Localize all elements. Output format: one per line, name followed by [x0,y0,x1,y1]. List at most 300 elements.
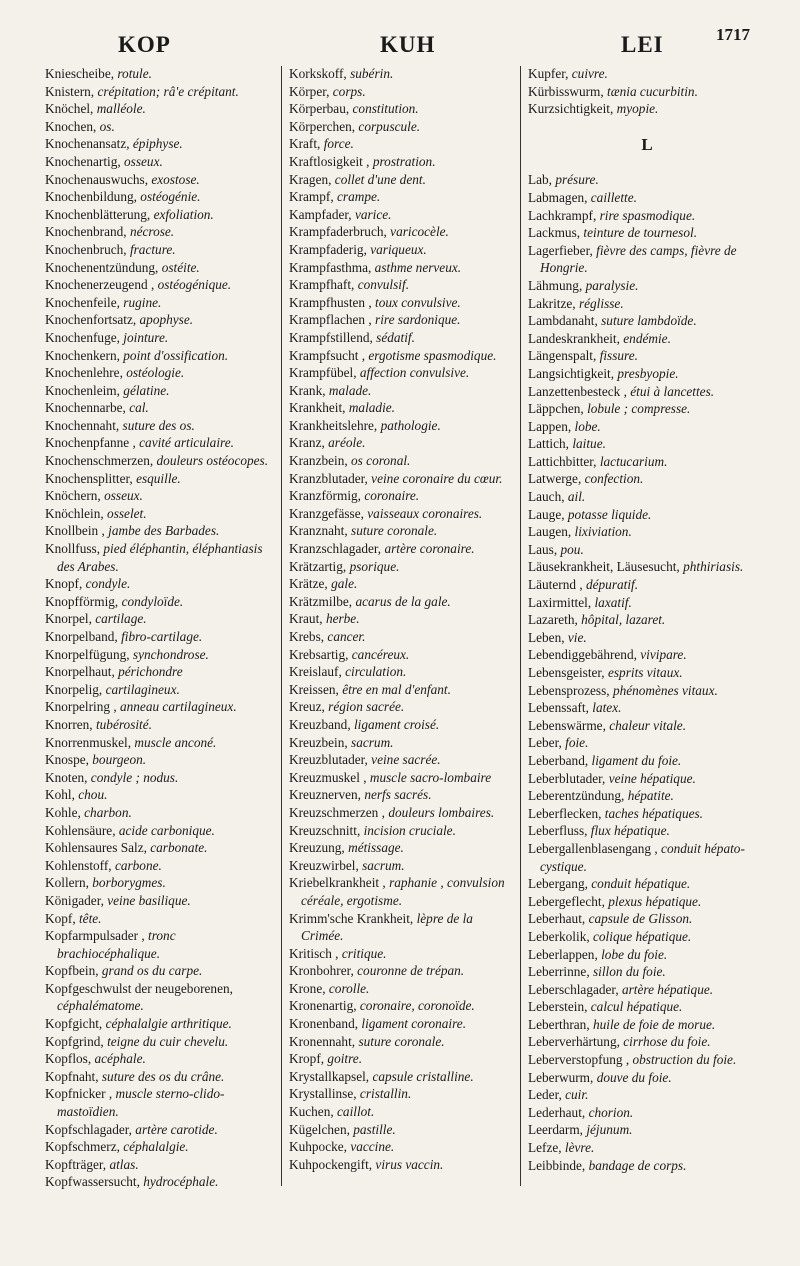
german-headword: Knorren, [45,716,93,732]
german-headword: Kriebelkrankheit , [289,875,386,891]
french-translation: artère hépatique. [621,981,714,997]
german-headword: Knorpelring , [45,699,117,715]
french-translation: suture coronale. [358,1033,445,1049]
dictionary-entry [528,594,766,612]
dictionary-entry [45,804,277,822]
french-translation: conduit hépatique. [591,876,691,892]
french-translation: virus vaccin. [375,1156,444,1172]
german-headword: Knochennarbe, [45,400,126,416]
dictionary-entry [289,945,515,963]
german-headword: Lebergeflecht, [528,893,605,909]
french-translation: conduit hépato-cystique. [540,840,745,874]
french-translation: phénomènes vitaux. [612,682,718,698]
dictionary-entry [45,1033,277,1051]
running-head-center: KUH [380,32,436,57]
french-translation: chou. [78,787,108,803]
french-translation: crampe. [337,189,381,205]
dictionary-entry [528,981,766,999]
dictionary-entry [528,435,766,453]
dictionary-entry [289,522,515,540]
german-headword: Kniescheibe, [45,66,115,81]
dictionary-entry [289,470,515,488]
german-headword: Leerdarm, [528,1122,583,1138]
dictionary-entry [45,769,277,787]
dictionary-entry [45,65,277,83]
french-translation: sillon du foie. [592,964,666,980]
french-translation: ail. [567,489,586,505]
dictionary-entry [289,259,515,277]
french-translation: couronne de trépan. [357,963,465,979]
dictionary-entry [528,418,766,436]
german-headword: Knochenpfanne , [45,435,136,451]
german-headword: Leberrinne, [528,964,590,980]
dictionary-entry [289,839,515,857]
german-headword: Leberstein, [528,999,588,1015]
german-headword: Kopfarmpulsader , [45,928,145,944]
french-translation: tête. [78,910,102,926]
german-headword: Leber, [528,735,562,751]
german-headword: Krätzmilbe, [289,593,353,609]
german-headword: Kürbisswurm, [528,83,604,99]
dictionary-entry [528,383,766,401]
french-translation: cartilage. [95,611,147,627]
dictionary-entry [45,83,277,101]
german-headword: Kreissen, [289,681,339,697]
dictionary-entry [289,575,515,593]
french-translation: critique. [341,945,387,961]
german-headword: Leberentzündung, [528,788,625,804]
french-translation: hépatite. [627,788,674,804]
german-headword: Krystallinse, [289,1086,357,1102]
german-headword: Kreuzschmerzen , [289,804,385,820]
dictionary-entry [45,522,277,540]
german-headword: Krampfsucht , [289,347,366,363]
german-headword: Knochensplitter, [45,470,133,486]
dictionary-entry [289,698,515,716]
dictionary-entry [289,769,515,787]
french-translation: caillot. [337,1104,375,1120]
french-translation: coronaire, coronoïde. [359,998,475,1014]
german-headword: Kopfnaht, [45,1068,99,1084]
german-headword: Lagerfieber, [528,242,593,258]
dictionary-entry [528,910,766,928]
german-headword: Kreuzwirbel, [289,857,359,873]
german-headword: Königader, [45,892,104,908]
french-translation: pou. [560,541,584,557]
dictionary-entry [289,734,515,752]
french-translation: réglisse. [578,295,624,311]
french-translation: esquille. [136,470,181,486]
german-headword: Krampfasthma, [289,259,372,275]
german-headword: Kronenband, [289,1016,359,1032]
german-headword: Kreuz, [289,699,325,715]
french-translation: aréole. [328,435,366,451]
french-translation: endémie. [623,330,671,346]
german-headword: Lefze, [528,1140,562,1156]
french-translation: condyloïde. [121,593,184,609]
german-headword: Korkskoff, [289,66,347,81]
dictionary-entry [289,65,515,83]
german-headword: Kupfer, [528,66,569,81]
french-translation: vivipare. [640,647,687,663]
dictionary-entry [528,576,766,594]
dictionary-entry [528,664,766,682]
dictionary-entry [528,1086,766,1104]
german-headword: Kreuzblutader, [289,752,368,768]
german-headword: Kuchen, [289,1104,334,1120]
french-translation: corpuscule. [358,118,421,134]
french-translation: obstruction du foie. [632,1052,737,1068]
dictionary-entry [528,1121,766,1139]
dictionary-entry [45,1121,277,1139]
french-translation: suture des os du crâne. [101,1068,225,1084]
dictionary-entry [528,347,766,365]
french-translation: lobule ; compresse. [587,401,691,417]
french-translation: flux hépatique. [590,823,670,839]
page-number: 1717 [716,25,750,44]
french-translation: lixiviation. [574,524,632,540]
dictionary-entry [45,241,277,259]
german-headword: Kopfschlagader, [45,1121,132,1137]
french-translation: rire sardonique. [375,312,461,328]
dictionary-entry [289,1033,515,1051]
german-headword: Krätze, [289,576,328,592]
german-headword: Kohlenstoff, [45,857,112,873]
french-translation: pastille. [353,1121,396,1137]
german-headword: Knistern, [45,83,95,99]
german-headword: Krankheit, [289,400,346,416]
dictionary-entry [289,135,515,153]
french-translation: presbyopie. [617,365,679,381]
german-headword: Knollbein , [45,523,105,539]
french-translation: caillette. [590,189,637,205]
dictionary-entry [45,610,277,628]
dictionary-entry [289,206,515,224]
french-translation: muscle anconé. [134,734,217,750]
dictionary-entry [45,681,277,699]
dictionary-entry [289,1050,515,1068]
french-translation: suture lambdoïde. [601,313,697,329]
french-translation: esprits vitaux. [607,665,683,680]
german-headword: Knochenlehre, [45,365,123,381]
german-headword: Kranzförmig, [289,488,361,504]
dictionary-entry [528,734,766,752]
french-translation: subérin. [350,66,394,81]
dictionary-entry [528,488,766,506]
dictionary-entry [528,224,766,242]
french-translation: cristallin. [359,1086,412,1102]
german-headword: Knorrenmuskel, [45,734,132,750]
german-headword: Läppchen, [528,401,584,417]
dictionary-entry [45,206,277,224]
dictionary-entry [528,541,766,559]
french-translation: jambe des Barbades. [108,523,220,539]
dictionary-entry [528,946,766,964]
french-translation: lèpre de la Crimée. [301,910,473,944]
dictionary-entry [528,365,766,383]
french-translation: épiphyse. [132,136,183,152]
dictionary-entry [45,1050,277,1068]
german-headword: Krampfübel, [289,365,357,381]
french-translation: huile de foie de morue. [592,1016,716,1032]
dictionary-entry [528,805,766,823]
dictionary-entry [528,1139,766,1157]
dictionary-entry [528,1104,766,1122]
dictionary-entry [45,593,277,611]
french-translation: dépuratif. [585,577,639,593]
french-translation: foie. [565,735,589,751]
dictionary-entry [45,1138,277,1156]
german-headword: Leberblutader, [528,770,606,786]
german-headword: Krampfaderbruch, [289,224,387,240]
german-headword: Kraftlosigkeit , [289,153,370,169]
dictionary-entry [289,276,515,294]
german-headword: Knochenfuge, [45,329,120,345]
dictionary-entry [528,400,766,418]
dictionary-entry [45,1085,277,1120]
dictionary-entry [289,223,515,241]
dictionary-entry [289,558,515,576]
french-translation: vie. [567,629,587,645]
french-translation: artère carotide. [135,1121,218,1137]
french-translation: ostéogénie. [140,189,201,205]
german-headword: Krätzartig, [289,558,347,574]
dictionary-entry [45,153,277,171]
german-headword: Leberthran, [528,1016,590,1032]
dictionary-entry [45,135,277,153]
dictionary-entry [45,857,277,875]
dictionary-entry [45,100,277,118]
dictionary-entry [45,311,277,329]
german-headword: Lachkrampf, [528,207,597,223]
french-translation: varice. [354,206,392,222]
french-translation: céphalalgie arthritique. [105,1016,232,1032]
dictionary-entry [289,681,515,699]
german-headword: Knorpel, [45,611,92,627]
german-headword: Knöchel, [45,101,94,117]
french-translation: borborygmes. [92,875,166,891]
german-headword: Kopf, [45,910,76,926]
german-headword: Lebergang, [528,876,588,892]
dictionary-entry [528,330,766,348]
german-headword: Knochenerzeugend , [45,277,155,293]
french-translation: acarus de la gale. [355,593,451,609]
german-headword: Kopfgicht, [45,1016,103,1032]
french-translation: muscle sterno-clido-mastoïdien. [57,1086,225,1120]
french-translation: condyle ; nodus. [90,769,179,785]
german-headword: Knoten, [45,769,88,785]
dictionary-entry [289,751,515,769]
dictionary-entry [45,751,277,769]
dictionary-entry [45,188,277,206]
german-headword: Knöchern, [45,488,101,504]
french-translation: confection. [584,471,644,487]
dictionary-entry [45,927,277,962]
dictionary-entry [528,963,766,981]
german-headword: Knochenartig, [45,153,121,169]
dictionary-entry [45,470,277,488]
german-headword: Leberverstopfung , [528,1052,630,1068]
french-translation: anneau cartilagineux. [119,699,237,715]
french-translation: rugine. [123,294,162,310]
german-headword: Kopfnicker , [45,1086,113,1102]
french-translation: teinture de tournesol. [583,225,698,241]
dictionary-entry [289,822,515,840]
dictionary-entry [45,364,277,382]
french-translation: hydrocéphale. [143,1174,219,1190]
german-headword: Kropf, [289,1051,325,1067]
german-headword: Lab, [528,172,552,188]
german-headword: Lappen, [528,418,572,434]
dictionary-entry [45,540,277,575]
french-translation: force. [323,136,354,152]
french-translation: capsule de Glisson. [588,911,693,927]
dictionary-entry [289,593,515,611]
french-translation: calcul hépatique. [590,999,683,1015]
german-headword: Kohlensaures Salz, [45,840,147,856]
dictionary-entry [289,980,515,998]
dictionary-entry [45,646,277,664]
french-translation: tronc brachiocéphalique. [57,928,176,961]
german-headword: Kopfbein, [45,963,99,979]
dictionary-entry [528,1016,766,1034]
french-translation: bourgeon. [92,752,147,768]
french-translation: ostéologie. [126,365,185,381]
german-headword: Leberverhärtung, [528,1034,620,1050]
french-translation: jéjunum. [586,1122,633,1138]
dictionary-entry [528,770,766,788]
dictionary-entry [45,663,277,681]
german-headword: Kopfschmerz, [45,1139,120,1155]
dictionary-entry [289,347,515,365]
dictionary-entry [289,962,515,980]
german-headword: Kügelchen, [289,1121,350,1137]
dictionary-entry [289,1103,515,1121]
dictionary-entry [528,893,766,911]
french-translation: affection convulsive. [359,365,470,381]
dictionary-entry [289,83,515,101]
french-translation: os. [99,118,115,134]
french-translation: jointure. [123,329,169,345]
german-headword: Leberlappen, [528,946,598,962]
french-translation: carbone. [114,857,162,873]
dictionary-entry [528,171,766,189]
german-headword: Kuhpocke, [289,1139,347,1155]
german-headword: Kranznaht, [289,523,348,539]
german-headword: Kranzblutader, [289,470,368,486]
german-headword: Kopfgrind, [45,1033,104,1049]
french-translation: cuivre. [571,66,608,81]
dictionary-entry [45,294,277,312]
french-translation: point d'ossification. [123,347,229,363]
french-translation: gale. [331,576,358,592]
dictionary-entry [289,399,515,417]
german-headword: Langsichtigkeit, [528,365,615,381]
german-headword: Lebensgeister, [528,665,605,680]
dictionary-entry [528,822,766,840]
dictionary-entry [528,629,766,647]
french-translation: sacrum. [362,857,405,873]
german-headword: Kronbohrer, [289,963,354,979]
dictionary-entry [45,417,277,435]
german-headword: Knochenfortsatz, [45,312,137,328]
french-translation: suture coronale. [351,523,438,539]
french-translation: présure. [555,172,599,188]
french-translation: périchondre [118,664,183,680]
german-headword: Leder, [528,1087,562,1103]
german-headword: Knochenauswuchs, [45,171,149,187]
german-headword: Längenspalt, [528,348,597,364]
german-headword: Lebendiggebährend, [528,647,637,663]
french-translation: ligament du foie. [591,752,682,768]
german-headword: Knochenfeile, [45,294,120,310]
french-translation: varicocèle. [390,224,449,240]
french-translation: lactucarium. [599,453,668,469]
dictionary-entry [289,610,515,628]
german-headword: Krampflachen , [289,312,372,328]
dictionary-entry [45,1015,277,1033]
french-translation: sacrum. [351,734,394,750]
french-translation: synchondrose. [132,646,209,662]
french-translation: laitue. [572,436,606,452]
french-translation: ligament coronaire. [361,1016,467,1032]
dictionary-entry [528,998,766,1016]
french-translation: vaisseaux coronaires. [367,505,483,521]
dictionary-entry [289,505,515,523]
french-translation: cuir. [565,1087,589,1103]
column-divider [281,66,282,1186]
french-translation: collet d'une dent. [334,171,426,187]
french-translation: convulsif. [357,277,410,293]
french-translation: acéphale. [94,1051,146,1067]
dictionary-entry [289,716,515,734]
german-headword: Körperbau, [289,101,350,117]
dictionary-entry [45,786,277,804]
dictionary-entry [45,962,277,980]
dictionary-entry [45,628,277,646]
french-translation: ligament croisé. [353,716,440,732]
dictionary-entry [289,1138,515,1156]
dictionary-entry [289,452,515,470]
dictionary-entry [528,787,766,805]
french-translation: colique hépatique. [593,928,692,944]
french-translation: cancéreux. [351,646,410,662]
german-headword: Knollfuss, [45,541,101,557]
german-headword: Leberkolik, [528,928,590,944]
french-translation: constitution. [352,101,419,117]
french-translation: être en mal d'enfant. [342,681,451,697]
german-headword: Kreuzmuskel , [289,769,367,785]
dictionary-entry [528,242,766,277]
french-translation: herbe. [325,611,360,627]
dictionary-entry [528,83,766,101]
german-headword: Kreislauf, [289,664,342,680]
german-headword: Knochenschmerzen, [45,453,154,469]
french-translation: étui à lancettes. [630,383,715,399]
french-translation: circulation. [345,664,407,680]
french-translation: cavité articulaire. [139,435,234,451]
dictionary-entry [289,434,515,452]
french-translation: exostose. [151,171,200,187]
dictionary-entry [45,716,277,734]
french-translation: atlas. [109,1156,139,1172]
german-headword: Laugen, [528,524,572,540]
german-headword: Leben, [528,629,565,645]
german-headword: Kopfträger, [45,1156,107,1172]
dictionary-entry [289,100,515,118]
french-translation: paralysie. [585,277,639,293]
german-headword: Kragen, [289,171,332,187]
